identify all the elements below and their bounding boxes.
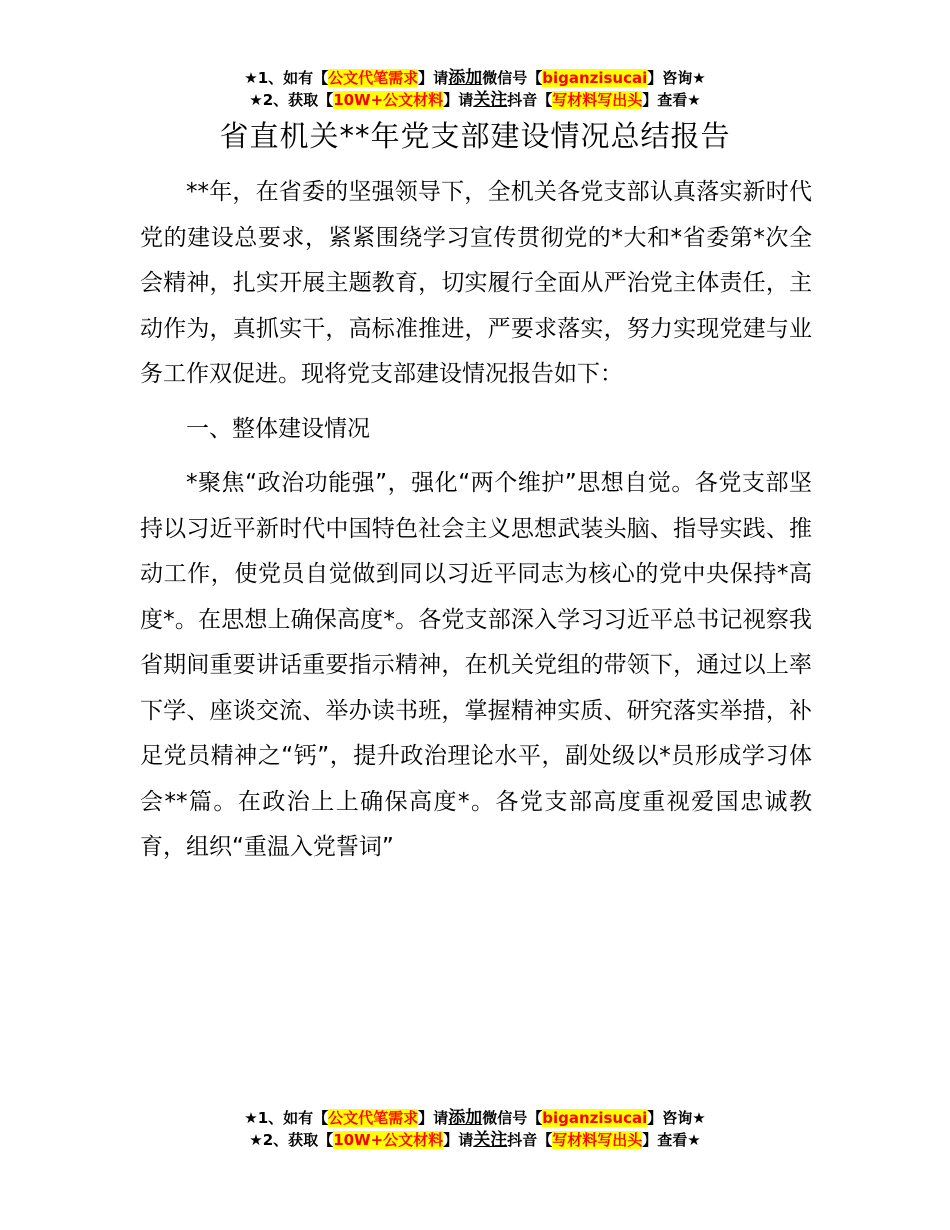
- highlight-douyin-account: 写材料写出头: [552, 91, 643, 109]
- highlight-materials: 10W+公文材料: [333, 1131, 444, 1149]
- banner-text: 】请: [418, 1109, 449, 1127]
- footer-banner-line-1: [0, 1107, 950, 1129]
- banner-text: 2、获取【: [262, 1131, 334, 1149]
- highlight-wechat-id: biganzisucai: [542, 1109, 648, 1127]
- underlined-add: 添加: [448, 1108, 483, 1128]
- highlight-wechat-id: biganzisucai: [542, 69, 648, 87]
- banner-text: 抖音【: [507, 91, 553, 109]
- header-banner-line-2: [0, 89, 950, 111]
- banner-text: 】查看: [642, 91, 688, 109]
- highlight-service: 公文代笔需求: [328, 1109, 419, 1127]
- banner-text: 】请: [443, 91, 474, 109]
- highlight-douyin-account: 写材料写出头: [552, 1131, 643, 1149]
- banner-text: 微信号【: [482, 1109, 543, 1127]
- star-icon: ★: [692, 1109, 706, 1127]
- highlight-materials: 10W+公文材料: [333, 91, 444, 109]
- underlined-follow: 关注: [473, 1130, 508, 1150]
- banner-text: 微信号【: [482, 69, 543, 87]
- star-icon: ★: [692, 69, 706, 87]
- banner-text: 】咨询: [647, 1109, 693, 1127]
- footer-banner: [0, 1107, 950, 1151]
- star-icon: ★: [687, 91, 701, 109]
- star-icon: ★: [244, 69, 258, 87]
- header-banner-line-1: [0, 67, 950, 89]
- footer-banner-line-2: [0, 1129, 950, 1151]
- banner-text: 1、如有【: [257, 69, 329, 87]
- star-icon: ★: [249, 91, 263, 109]
- document-title: 省直机关**年党支部建设情况总结报告: [219, 119, 731, 153]
- section-paragraph: *聚焦“政治功能强”，强化“两个维护”思想自觉。各党支部坚持以习近平新时代中国特色社会主义思想武装头脑、指导实践、推动工作，使党员自觉做到同以习近平同志为核心的党中央保持*高度*。在思想上确保高度*。各党支部深入学习习近平总书记视察我省期间重要讲话重要指示精神，在机关党组的带领下，通过以上率下学、座谈交流、举办读书班，掌握精神实质、研究落实举措，补足党员精神之“钙”，提升政治理论水平，副处级以*员形成学习体会**篇。在政治上上确保高度*。各党支部高度重视爱国忠诚教育，组织“重温入党誓词”: [140, 470, 812, 860]
- document-body: [140, 170, 812, 871]
- underlined-add: 添加: [448, 68, 483, 88]
- banner-text: 】咨询: [647, 69, 693, 87]
- star-icon: ★: [687, 1131, 701, 1149]
- intro-paragraph: **年，在省委的坚强领导下，全机关各党支部认真落实新时代党的建设总要求，紧紧围绕学习宣传贯彻党的*大和*省委第*次全会精神，扎实开展主题教育，切实履行全面从严治党主体责任，主动作为，真抓实干，高标准推进，严要求落实，努力实现党建与业务工作双促进。现将党支部建设情况报告如下：: [140, 179, 812, 387]
- banner-text: 】查看: [642, 1131, 688, 1149]
- star-icon: ★: [244, 1109, 258, 1127]
- underlined-follow: 关注: [473, 90, 508, 110]
- banner-text: 】请: [443, 1131, 474, 1149]
- highlight-service: 公文代笔需求: [328, 69, 419, 87]
- star-icon: ★: [249, 1131, 263, 1149]
- header-banner: [0, 67, 950, 111]
- section-heading: 一、整体建设情况: [186, 415, 370, 442]
- banner-text: 1、如有【: [257, 1109, 329, 1127]
- banner-text: 2、获取【: [262, 91, 334, 109]
- banner-text: 】请: [418, 69, 449, 87]
- banner-text: 抖音【: [507, 1131, 553, 1149]
